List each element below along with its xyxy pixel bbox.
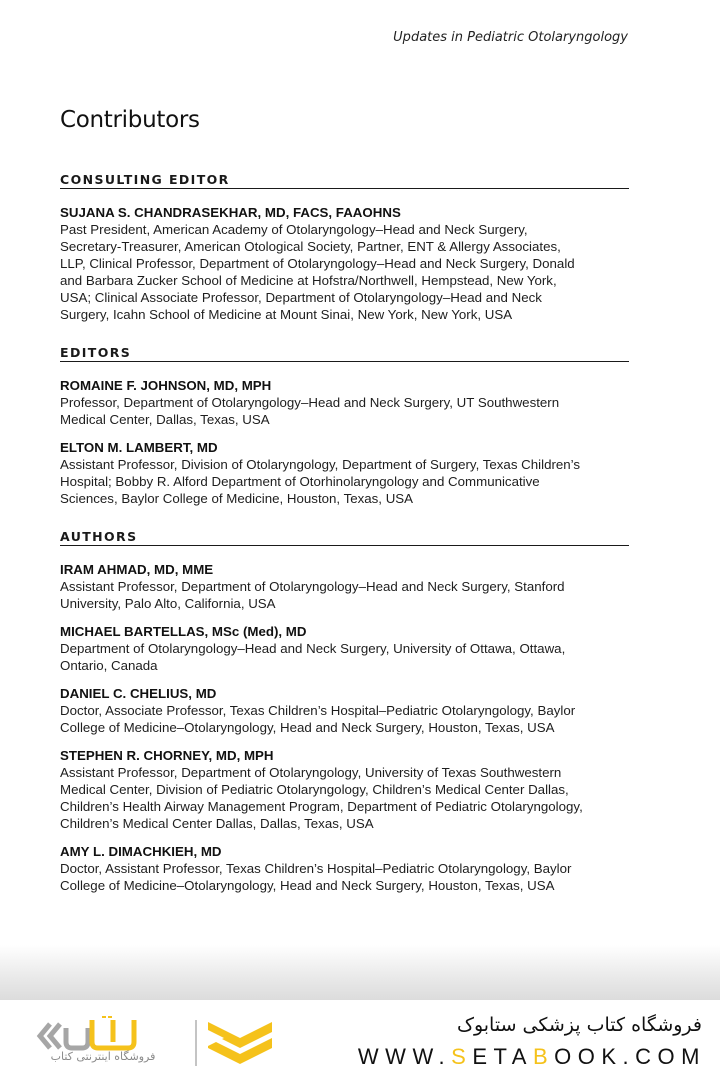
url-part: WWW. (357, 1044, 452, 1069)
section-heading: EDITORS (60, 345, 629, 362)
contributor-entry (60, 204, 629, 323)
url-part: ETA (472, 1044, 533, 1069)
section-heading: CONSULTING EDITOR (60, 172, 629, 189)
contributor-name: ROMAINE F. JOHNSON, MD, MPH (60, 378, 272, 393)
contributor-entry (60, 377, 629, 428)
affiliation-line: Secretary-Treasurer, American Otological Society, Partner, ENT & Allergy Associates, (60, 239, 561, 254)
section-heading: AUTHORS (60, 529, 629, 546)
contributor-entry (60, 747, 629, 832)
page-bottom-shadow (0, 945, 720, 1000)
affiliation-line: Past President, American Academy of Otolaryngology–Head and Neck Surgery, (60, 222, 528, 237)
affiliation-line: Assistant Professor, Department of Otolaryngology, University of Texas Southwestern (60, 765, 562, 780)
contributor-entry (60, 685, 629, 736)
url-part-accent: B (532, 1044, 555, 1069)
affiliation-line: Children’s Medical Center Dallas, Dallas, Texas, USA (60, 816, 374, 831)
setabook-chevron-logo-icon (36, 1016, 276, 1072)
contributor-entry (60, 623, 629, 674)
contributor-name: AMY L. DIMACHKIEH, MD (60, 844, 222, 859)
url-part: OOK.COM (554, 1044, 706, 1069)
contributor-name: STEPHEN R. CHORNEY, MD, MPH (60, 748, 274, 763)
contributor-entry (60, 561, 629, 612)
url-part-accent: S (451, 1044, 473, 1069)
contributors-list (60, 172, 629, 916)
affiliation-line: Hospital; Bobby R. Alford Department of Otorhinolaryngology and Communicative (60, 474, 540, 489)
contributor-name: IRAM AHMAD, MD, MME (60, 562, 214, 577)
store-url[interactable] (358, 1044, 706, 1070)
affiliation-line: Doctor, Assistant Professor, Texas Children’s Hospital–Pediatric Otolaryngology, Baylor (60, 861, 572, 876)
store-name-persian: فروشگاه کتاب پزشکی ستابوک (456, 1014, 702, 1036)
section-editors (60, 345, 629, 507)
affiliation-line: Sciences, Baylor College of Medicine, Houston, Texas, USA (60, 491, 414, 506)
affiliation-line: Professor, Department of Otolaryngology–Head and Neck Surgery, UT Southwestern (60, 395, 560, 410)
affiliation-line: Medical Center, Division of Pediatric Otolaryngology, Children’s Medical Center Dallas, (60, 782, 569, 797)
section-authors (60, 529, 629, 894)
affiliation-line: Children’s Health Airway Management Program, Department of Pediatric Otolaryngology, (60, 799, 583, 814)
affiliation-line: College of Medicine–Otolaryngology, Head and Neck Surgery, Houston, Texas, USA (60, 720, 555, 735)
contributor-entry (60, 439, 629, 507)
watermark-banner (0, 1000, 720, 1080)
affiliation-line: Medical Center, Dallas, Texas, USA (60, 412, 270, 427)
affiliation-line: Surgery, Icahn School of Medicine at Mount Sinai, New York, New York, USA (60, 307, 513, 322)
affiliation-line: LLP, Clinical Professor, Department of Otolaryngology–Head and Neck Surgery, Donald (60, 256, 575, 271)
affiliation-line: Assistant Professor, Division of Otolaryngology, Department of Surgery, Texas Children’s (60, 457, 581, 472)
logo-tagline: فروشگاه اینترنتی کتاب (50, 1050, 156, 1063)
contributor-name: SUJANA S. CHANDRASEKHAR, MD, FACS, FAAOHNS (60, 205, 401, 220)
affiliation-line: College of Medicine–Otolaryngology, Head and Neck Surgery, Houston, Texas, USA (60, 878, 555, 893)
affiliation-line: Assistant Professor, Department of Otolaryngology–Head and Neck Surgery, Stanford (60, 579, 565, 594)
contributor-name: DANIEL C. CHELIUS, MD (60, 686, 217, 701)
page-title: Contributors (60, 107, 200, 134)
affiliation-line: Doctor, Associate Professor, Texas Children’s Hospital–Pediatric Otolaryngology, Baylor (60, 703, 576, 718)
affiliation-line: and Barbara Zucker School of Medicine at Hofstra/Northwell, Hempstead, New York, (60, 273, 557, 288)
affiliation-line: USA; Clinical Associate Professor, Department of Otolaryngology–Head and Neck (60, 290, 542, 305)
affiliation-line: Ontario, Canada (60, 658, 158, 673)
contributor-entry (60, 843, 629, 894)
affiliation-line: Department of Otolaryngology–Head and Neck Surgery, University of Ottawa, Ottawa, (60, 641, 566, 656)
section-consulting-editor (60, 172, 629, 323)
affiliation-line: University, Palo Alto, California, USA (60, 596, 276, 611)
contributor-name: ELTON M. LAMBERT, MD (60, 440, 218, 455)
contributor-name: MICHAEL BARTELLAS, MSc (Med), MD (60, 624, 307, 639)
running-head: Updates in Pediatric Otolaryngology (393, 30, 628, 45)
